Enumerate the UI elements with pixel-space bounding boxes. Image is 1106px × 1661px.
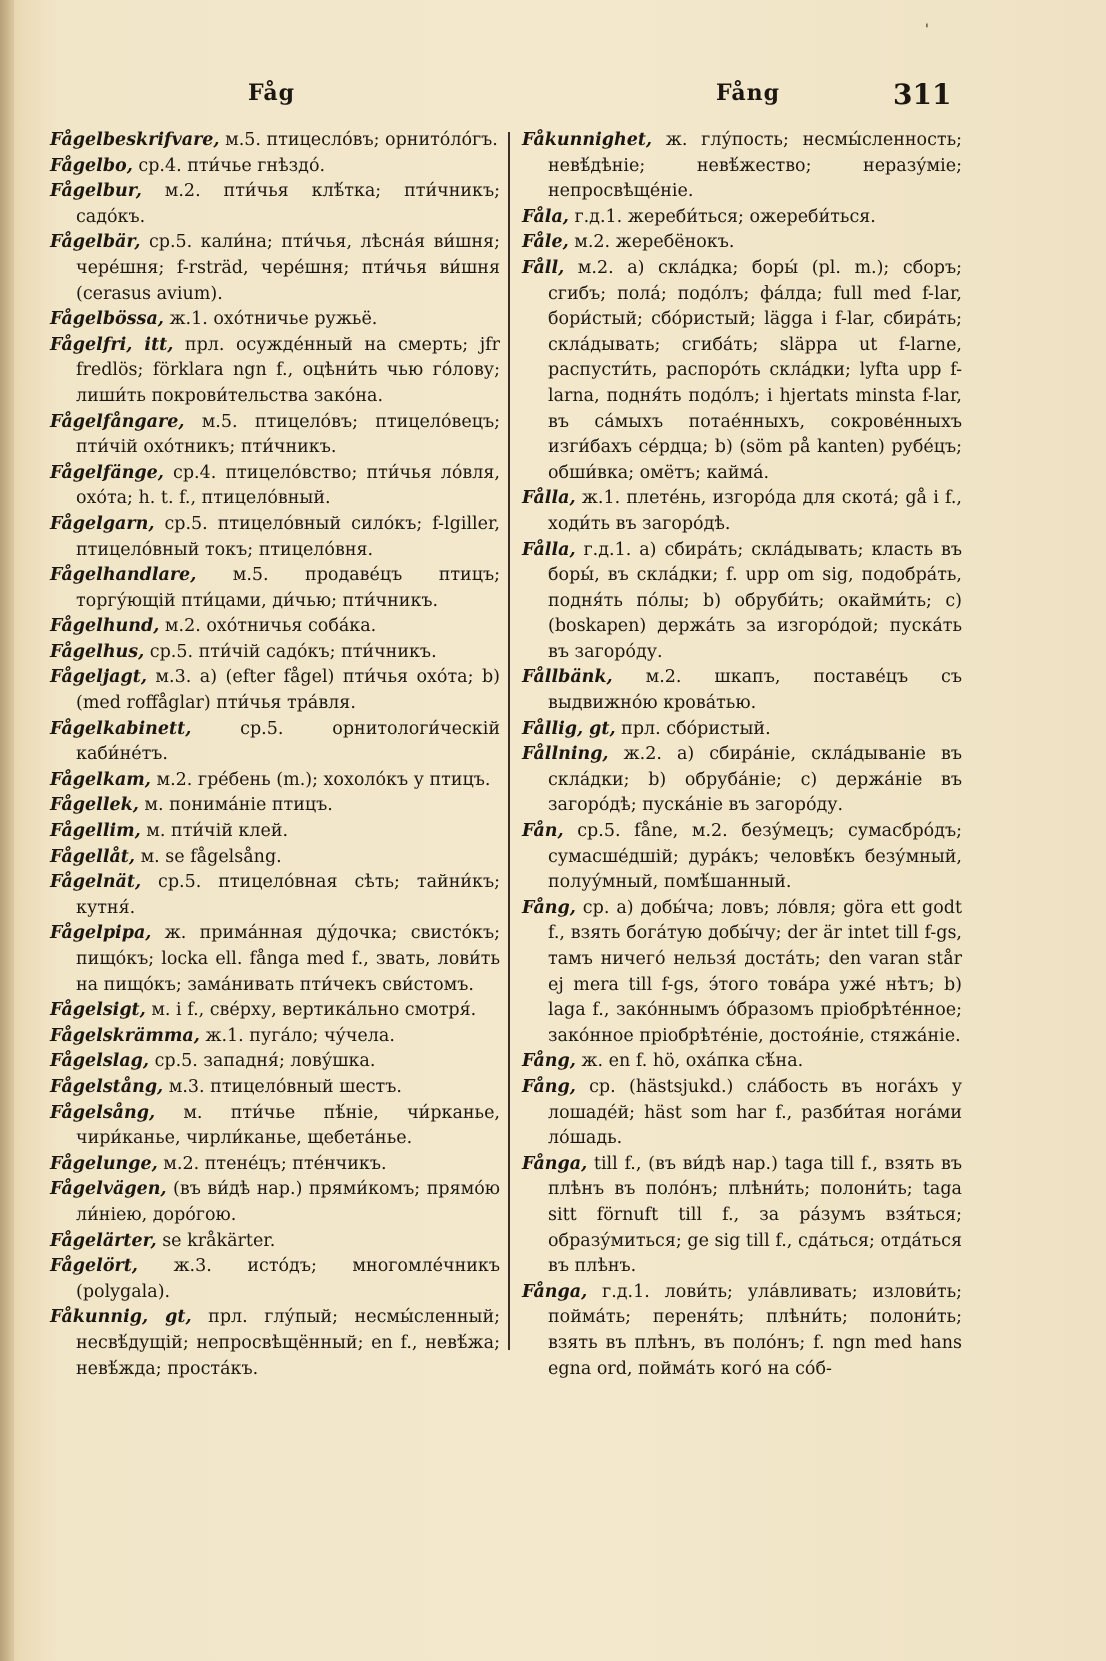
column-divider [508,132,510,1350]
dictionary-entry [50,1177,500,1228]
entry-headword: Fågelstång, [50,1076,164,1097]
entry-headword: Fågelsång, [50,1102,156,1123]
entry-definition: г.д.1. a) сбира́ть; скла́дывать; класть въ боры́, въ скла́дки; f. upp om sig, подобра́ть, подня́ть по́лы; b) обруби́ть; окайми́ть; c) (boskapen) держа́ть за изгоро́дой; пуска́ть въ загоро́ду. [548,539,962,662]
entry-headword: Fång, [522,897,576,918]
dictionary-entry [50,717,500,768]
dictionary-entry [50,230,500,307]
dictionary-entry [522,205,962,231]
entry-definition: ср.5. орнитологи́ческій каби́не́тъ. [76,718,500,765]
entry-definition: м.2. a) скла́дка; боры́ (pl. m.); сборъ; сгибъ; пола́; подо́лъ; фа́лда; full med f-lar, бори́стый; сбо́ристый; lägga i f-lar, сбира́ть; скла́дывать; сгиба́ть; släppa ut f-larne, распусти́ть, распоро́ть скла́дки; lyfta upp f-larna, подня́ть подо́лъ; i hjertats minsta f-lar, въ са́мыхъ потае́нныхъ, сокрове́нныхъ изги́бахъ се́рдца; b) (söm på kanten) рубе́цъ; обши́вка; омётъ; кайма́. [548,257,962,483]
entry-definition: ж. en f. hö, оха́пка сѣ́на. [575,1051,804,1072]
entry-definition: ж.2. a) сбира́ніе, скла́дываніе въ скла́дки; b) обруба́ніе; c) держа́ніе въ загоро́дѣ; пуска́ніе въ загоро́ду. [548,744,962,816]
page-number: 311 [893,78,952,111]
entry-definition: till f., (въ ви́дѣ нар.) taga till f., взять въ плѣнъ въ поло́нъ; плѣни́ть; полони́ть; taga sitt förnuft till f., за ра́зумъ взя́ться; образу́миться; ge sig till f., сда́ться; отда́ться въ плѣнъ. [548,1153,962,1277]
entry-headword: Fålla, [522,488,576,509]
entry-headword: Fågelgarn, [50,513,155,534]
dictionary-entry [50,461,500,512]
dictionary-entry [522,665,962,716]
entry-definition: м.3. a) (efter fågel) пти́чья охо́та; b) (med roffåglar) пти́чья тра́вля. [76,667,500,714]
entry-headword: Fålla, [522,539,576,560]
dictionary-entry [522,819,962,896]
dictionary-entry [522,717,962,743]
entry-definition: м.2. пти́чья клѣ́тка; пти́чникъ; садо́къ. [76,181,500,227]
entry-headword: Fågellim, [50,821,141,842]
entry-definition: м. понима́ніе птицъ. [138,795,333,816]
entry-definition: ср.5. кали́на; пти́чья, лѣсна́я ви́шня; чере́шня; f-rsträd, чере́шня; пти́чья ви́шня (cerasus avium). [76,232,500,304]
entry-headword: Fågelpipa, [50,923,152,944]
dictionary-entry [50,154,500,180]
dictionary-entry [50,845,500,871]
entry-headword: Fång, [522,1051,576,1072]
entry-headword: Fågelört, [50,1256,138,1277]
entry-definition: м.2. птене́цъ; птéнчикъ. [157,1153,387,1174]
dictionary-entry [50,921,500,998]
entry-headword: Fåle, [522,232,569,253]
entry-headword: Fågelskrämma, [50,1025,200,1046]
dictionary-entry [50,768,500,794]
entry-definition: (въ ви́дѣ нар.) прями́комъ; прямо́ю ли́ніею, доро́гою. [76,1179,500,1225]
right-running-head: Fång [716,80,781,106]
entry-headword: Fågelbo, [50,155,133,176]
entry-headword: Fållbänk, [522,667,613,688]
dictionary-entry [50,819,500,845]
entry-definition: se kråkärter. [156,1230,276,1251]
entry-headword: Fåkunnighet, [522,130,653,150]
dictionary-entry [522,256,962,486]
dictionary-entry [50,640,500,666]
entry-definition: ж. глу́пость; несмы́сленность; невѣ́дѣніе; невѣ́жество; неразу́міе; непросвѣще́ніе. [548,130,962,202]
entry-definition: м. пти́чье пѣ́ніе, чи́рканье, чири́канье, чирли́канье, щебета́нье. [76,1102,500,1149]
entry-headword: Fånga, [522,1153,588,1174]
entry-headword: Fågelbeskrifvare, [50,130,220,150]
entry-definition: м.3. птицело́вный шестъ. [163,1076,402,1097]
dictionary-entry [522,538,962,666]
entry-headword: Fågelkabinett, [50,718,192,739]
entry-definition: ж. прима́нная ду́дочка; свисто́къ; пищо́къ; locka ell. fånga med f., звать, лови́ть на пищо́къ; зама́нивать пти́чекъ сви́стомъ. [76,923,500,995]
entry-definition: ж.1. пуга́ло; чу́чела. [199,1025,395,1046]
running-header [0,80,1106,120]
dictionary-entry [50,1049,500,1075]
entry-headword: Fågelbur, [50,181,142,202]
entry-headword: Fågelkam, [50,769,151,790]
entry-headword: Fåla, [522,206,569,227]
entry-definition: м. пти́чій клей. [140,821,289,842]
entry-definition: ср.5. западня́; лову́шка. [149,1051,376,1072]
entry-headword: Fågelhus, [50,641,145,662]
entry-definition: прл. осужде́нный на смерть; jfr fredlös; förklara ngn f., оцѣни́ть чью го́лову; лиши́ть покрови́тельства зако́на. [76,334,500,406]
dictionary-entry [522,1152,962,1280]
entry-definition: ср. (hästsjukd.) сла́бость въ нога́хъ у лошаде́й; häst som har f., разби́тая нога́ми ло́шадь. [548,1076,962,1149]
dictionary-entry [50,1305,500,1382]
entry-headword: Fåll, [522,257,565,278]
entry-headword: Fågelfri, itt, [50,334,174,355]
dictionary-entry [50,410,500,461]
left-running-head: Fåg [248,80,296,106]
entry-headword: Fågelvägen, [50,1179,167,1200]
entry-headword: Fågeljagt, [50,667,147,688]
corner-mark: ' [925,22,929,38]
entry-headword: Fållning, [522,744,609,765]
dictionary-entry [50,333,500,410]
entry-definition: м. i f., све́рху, вертика́льно смотря́. [145,1000,477,1021]
entry-headword: Fågelnät, [50,872,142,893]
entry-headword: Fågelslag, [50,1051,149,1072]
entry-definition: м. se fågelsång. [135,846,282,867]
dictionary-entry [50,1024,500,1050]
entry-headword: Fånga, [522,1281,588,1302]
dictionary-entry [50,665,500,716]
dictionary-entry [522,230,962,256]
dictionary-entry [50,179,500,230]
dictionary-entry [50,614,500,640]
entry-headword: Fågellek, [50,795,139,816]
dictionary-entry [522,896,962,1050]
entry-definition: ж.1. охо́тничье ружьё. [163,309,378,330]
entry-definition: ср. a) добы́ча; ловъ; ло́вля; göra ett godt f., взять бога́тую добы́чу; der är intet till f-gs, тамъ ничего́ нельзя́ доста́ть; den varan står ej mera till f-gs, э́того това́ра уже́ нѣтъ; b) laga f., зако́ннымъ о́бразомъ пріобрѣте́нное; зако́нное пріобрѣте́ніе, достоя́ніе, стяжа́ніе. [548,897,962,1046]
dictionary-entry [50,870,500,921]
entry-definition: ср.4. пти́чье гнѣздо́. [132,155,326,176]
entry-definition: ср.5. птицело́вный сило́къ; f-lgiller, птицело́вный токъ; птицело́вня. [76,513,500,560]
dictionary-entry [522,742,962,819]
dictionary-entry [50,307,500,333]
dictionary-entry [50,793,500,819]
entry-definition: ж.3. исто́дъ; многомле́чникъ (polygala). [76,1256,500,1302]
entry-headword: Fån, [522,821,564,842]
right-column [522,128,962,1382]
entry-definition: прл. сбо́ристый. [615,718,771,739]
dictionary-entry [50,1075,500,1101]
entry-headword: Fågelhandlare, [50,565,197,586]
left-column [50,128,500,1382]
entry-definition: г.д.1. лови́ть; ула́вливать; излови́ть; пойма́ть; переня́ть; плѣни́ть; полони́ть; взять въ плѣнъ, въ поло́нъ; f. ngn med hans egna ord, пойма́ть кого́ на со́б- [548,1281,962,1379]
entry-definition: ср.5. fåne, м.2. безу́мецъ; сумасбро́дъ; сумасше́дшій; дура́къ; человѣ́къ безу́мный, полуу́мный, помѣ́шанный. [548,821,962,893]
gutter-edge [0,0,14,1661]
entry-definition: ж.1. плете́нь, изгоро́да для скота́; gå i f., ходи́ть въ загоро́дѣ. [548,488,962,534]
dictionary-entry [522,486,962,537]
entry-headword: Fång, [522,1076,576,1097]
entry-definition: м.2. жеребёнокъ. [568,232,735,253]
dictionary-entry [50,998,500,1024]
entry-definition: м.5. птицело́въ; птицело́вецъ; пти́чій охо́тникъ; пти́чникъ. [76,411,500,458]
dictionary-entry [522,128,962,205]
entry-headword: Fåkunnig, gt, [50,1307,192,1328]
entry-definition: м.5. продаве́цъ птицъ; торгу́ющій пти́цами, ди́чью; пти́чникъ. [76,565,500,611]
dictionary-entry [522,1049,962,1075]
entry-definition: м.2. шкапъ, поставе́цъ съ выдвижно́ю крова́тью. [548,667,962,714]
dictionary-entry [50,563,500,614]
entry-headword: Fållig, gt, [522,718,616,739]
entry-definition: ср.4. птицело́вство; пти́чья ло́вля, охо́та; h. t. f., птицело́вный. [76,462,500,509]
entry-headword: Fågelärter, [50,1230,157,1251]
entry-headword: Fågelunge, [50,1153,158,1174]
dictionary-entry [50,512,500,563]
entry-definition: ср.5. птицело́вная сѣть; тайни́къ; кутня́. [76,872,500,918]
entry-definition: прл. глу́пый; несмы́сленный; несвѣ́дущій; непросвѣщённый; en f., невѣ́жа; невѣ́жда; проста́къ. [76,1307,501,1379]
entry-headword: Fågelbössa, [50,309,164,330]
dictionary-entry [50,128,500,154]
entry-headword: Fågellåt, [50,846,135,867]
entry-definition: м.5. птицесло́въ; орнито́ло́гъ. [219,130,498,150]
dictionary-entry [522,1280,962,1382]
entry-headword: Fågelbär, [50,232,141,253]
entry-headword: Fågelfänge, [50,462,164,483]
entry-headword: Fågelhund, [50,616,160,637]
entry-definition: ср.5. пти́чій садо́къ; пти́чникъ. [144,641,437,662]
dictionary-entry [50,1152,500,1178]
entry-definition: г.д.1. жереби́ться; ожереби́ться. [568,206,876,227]
dictionary-entry [50,1229,500,1255]
dictionary-entry [50,1254,500,1305]
entry-definition: м.2. охо́тничья соба́ка. [159,616,377,637]
dictionary-entry [522,1075,962,1152]
entry-headword: Fågelfångare, [50,411,185,432]
dictionary-entry [50,1101,500,1152]
entry-headword: Fågelsigt, [50,1000,146,1021]
entry-definition: м.2. гре́бень (m.); хохоло́къ у птицъ. [150,769,491,790]
